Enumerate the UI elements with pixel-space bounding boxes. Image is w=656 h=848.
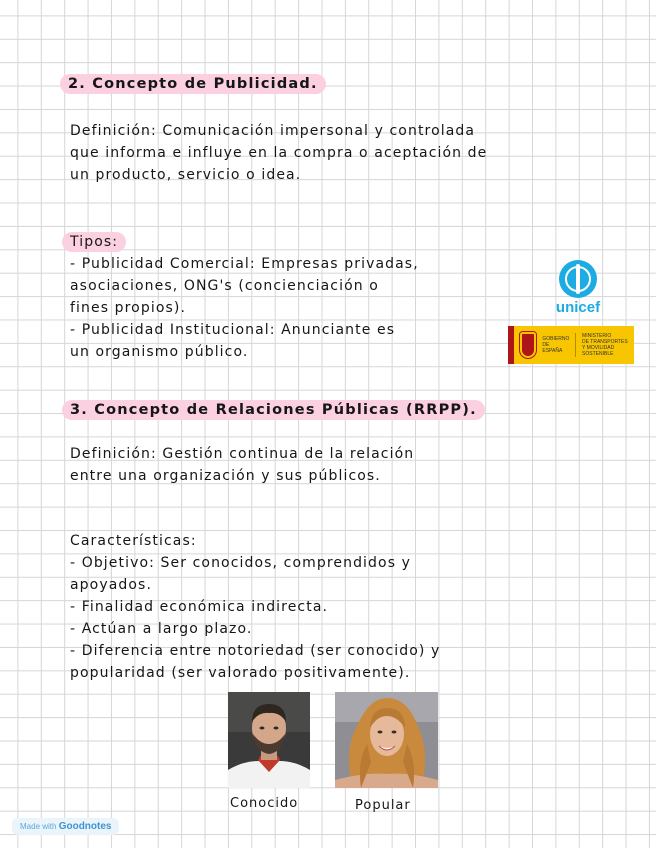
gov-logo-text-2: MINISTERIO DE TRANSPORTES Y MOVILIDAD SOSTENIBLE <box>582 333 628 357</box>
goodnotes-badge <box>12 818 119 835</box>
goodnotes-brand-text: Goodnotes <box>58 821 112 832</box>
text-line: un producto, servicio o idea. <box>70 167 302 183</box>
list-item: apoyados. <box>70 577 152 593</box>
list-item: fines propios). <box>70 300 186 316</box>
list-item: asociaciones, ONG's (concienciación o <box>70 278 379 294</box>
types-label-text: Tipos: <box>62 232 126 252</box>
caption-known: Conocido <box>230 796 299 811</box>
list-item: - Finalidad económica indirecta. <box>70 599 329 615</box>
caption-popular: Popular <box>355 798 411 813</box>
section-2-definition <box>70 120 630 186</box>
characteristics-section <box>70 530 630 684</box>
photo-known-person <box>228 692 310 788</box>
unicef-logo-text: unicef <box>555 299 601 316</box>
unicef-logo <box>548 260 608 316</box>
list-item: - Objetivo: Ser conocidos, comprendidos y <box>70 555 412 571</box>
text-line: que informa e influye en la compra o aceptación de <box>70 145 488 161</box>
characteristics-label: Características: <box>70 533 197 549</box>
list-item: - Publicidad Comercial: Empresas privadas, <box>70 256 419 272</box>
text-line: entre una organización y sus públicos. <box>70 468 381 484</box>
list-item: un organismo público. <box>70 344 249 360</box>
unicef-globe-icon <box>559 260 597 298</box>
list-item: popularidad (ser valorado positivamente). <box>70 665 411 681</box>
photo-popular-person <box>335 692 438 788</box>
section-3-heading-text: 3. Concepto de Relaciones Públicas (RRPP). <box>62 400 485 420</box>
text-line: Definición: Comunicación impersonal y controlada <box>70 123 476 139</box>
section-3-definition <box>70 443 630 487</box>
section-2-heading <box>60 73 326 94</box>
list-item: - Actúan a largo plazo. <box>70 621 253 637</box>
section-2-heading-text: 2. Concepto de Publicidad. <box>60 74 326 94</box>
gov-logo-text-1: GOBIERNO DE ESPAÑA <box>542 336 570 354</box>
coat-of-arms-icon <box>520 332 537 358</box>
section-3-heading <box>62 399 485 420</box>
text-line: Definición: Gestión continua de la relación <box>70 446 415 462</box>
types-label <box>62 231 126 252</box>
government-logo <box>508 326 634 364</box>
list-item: - Diferencia entre notoriedad (ser conocido) y <box>70 643 441 659</box>
list-item: - Publicidad Institucional: Anunciante es <box>70 322 396 338</box>
made-with-text: Made with <box>20 822 57 831</box>
types-list <box>70 253 510 363</box>
